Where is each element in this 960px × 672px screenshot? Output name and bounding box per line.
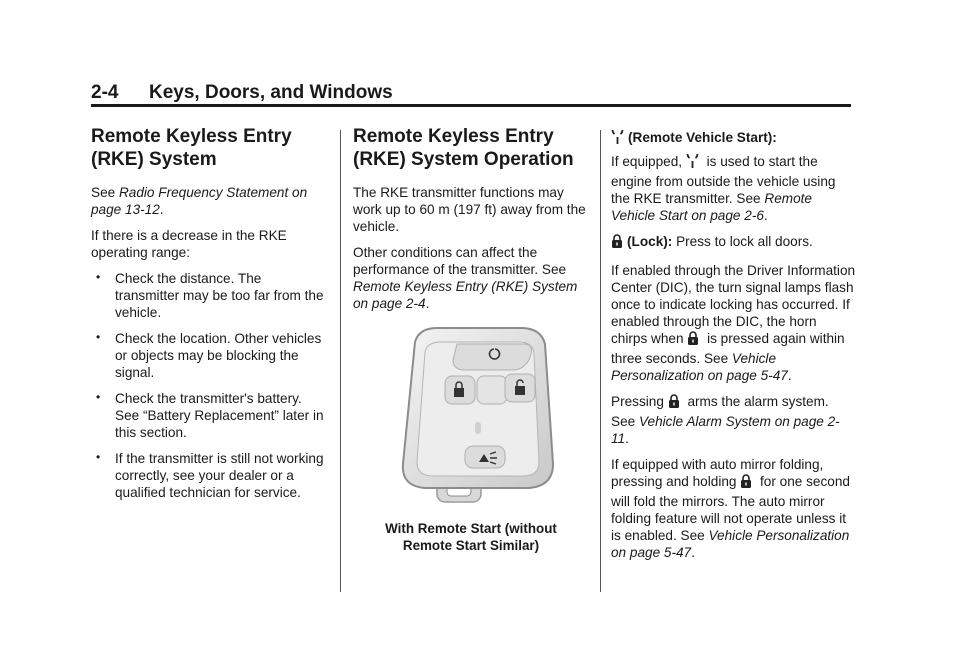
- header-rule: [91, 104, 851, 107]
- see-reference: See Radio Frequency Statement on page 13-12.: [91, 185, 308, 217]
- remote-start-icon: [611, 130, 624, 149]
- remote-start-heading: (Remote Vehicle Start):: [611, 129, 856, 149]
- range-paragraph: The RKE transmitter functions may work up to 60 m (197 ft) away from the vehicle.: [353, 185, 586, 234]
- column-rke-operation: [353, 125, 589, 554]
- lock-icon: [611, 234, 623, 253]
- mirror-paragraph: If equipped with auto mirror folding, pressing and holding for one second will fold the mirrors. The auto mirror folding feature will not operate unless it is enabled. See Vehicle Personalization on page 5-47.: [611, 457, 850, 560]
- page-header: [91, 82, 851, 104]
- lock-icon: [740, 474, 752, 493]
- list-item: • Check the location. Other vehicles or objects may be blocking the signal.: [91, 330, 327, 381]
- column-divider-1: [340, 130, 341, 592]
- remote-start-paragraph: If equipped, is used to start the engine from outside the vehicle using the RKE transmitter. See Remote Vehicle Start on page 2-6.: [611, 153, 856, 224]
- page-number: 2-4: [91, 82, 119, 103]
- vehicle-personalization-link[interactable]: Vehicle Personalization on page 5-47: [611, 351, 788, 383]
- lock-icon: [687, 331, 699, 350]
- lock-paragraph: (Lock): Press to lock all doors.: [611, 233, 856, 253]
- alarm-paragraph: Pressing arms the alarm system. See Vehicle Alarm System on page 2-11.: [611, 394, 840, 446]
- rke-system-link[interactable]: Remote Keyless Entry (RKE) System on page 2-4: [353, 279, 578, 311]
- key-fob-figure: [353, 322, 589, 512]
- conditions-paragraph: Other conditions can affect the performance of the transmitter. See Remote Keyless Entry (RKE) System on page 2-4.: [353, 245, 578, 311]
- remote-vehicle-start-link[interactable]: Remote Vehicle Start on page 2-6: [611, 191, 812, 223]
- range-checklist: [91, 270, 327, 501]
- dic-paragraph: If enabled through the Driver Information Center (DIC), the turn signal lamps flash once to indicate locking has occurred. If enabled through the DIC, the horn chirps when is pressed again within three seconds. See Vehicle Personalization on page 5-47.: [611, 263, 856, 383]
- column-rke-system: [91, 125, 327, 510]
- range-intro: If there is a decrease in the RKE operating range:: [91, 228, 287, 260]
- lock-icon: [668, 394, 680, 413]
- vehicle-personalization-link[interactable]: Vehicle Personalization on page 5-47: [611, 528, 850, 560]
- figure-caption: With Remote Start (without Remote Start Similar): [385, 521, 557, 553]
- rke-system-heading: Remote Keyless Entry (RKE) System: [91, 126, 292, 170]
- vehicle-alarm-link[interactable]: Vehicle Alarm System on page 2-11: [611, 414, 840, 446]
- remote-start-icon: [686, 154, 699, 173]
- section-title: Keys, Doors, and Windows: [149, 82, 393, 103]
- radio-frequency-link[interactable]: Radio Frequency Statement on page 13-12: [91, 185, 308, 217]
- column-divider-2: [600, 130, 601, 592]
- list-item: • Check the distance. The transmitter may be too far from the vehicle.: [91, 270, 327, 321]
- rke-operation-heading: Remote Keyless Entry (RKE) System Operation: [353, 126, 574, 170]
- list-item: • If the transmitter is still not working correctly, see your dealer or a qualified technician for service.: [91, 450, 327, 501]
- column-buttons: [611, 129, 856, 570]
- key-fob-illustration: [353, 322, 589, 512]
- list-item: • Check the transmitter's battery. See “Battery Replacement” later in this section.: [91, 390, 327, 441]
